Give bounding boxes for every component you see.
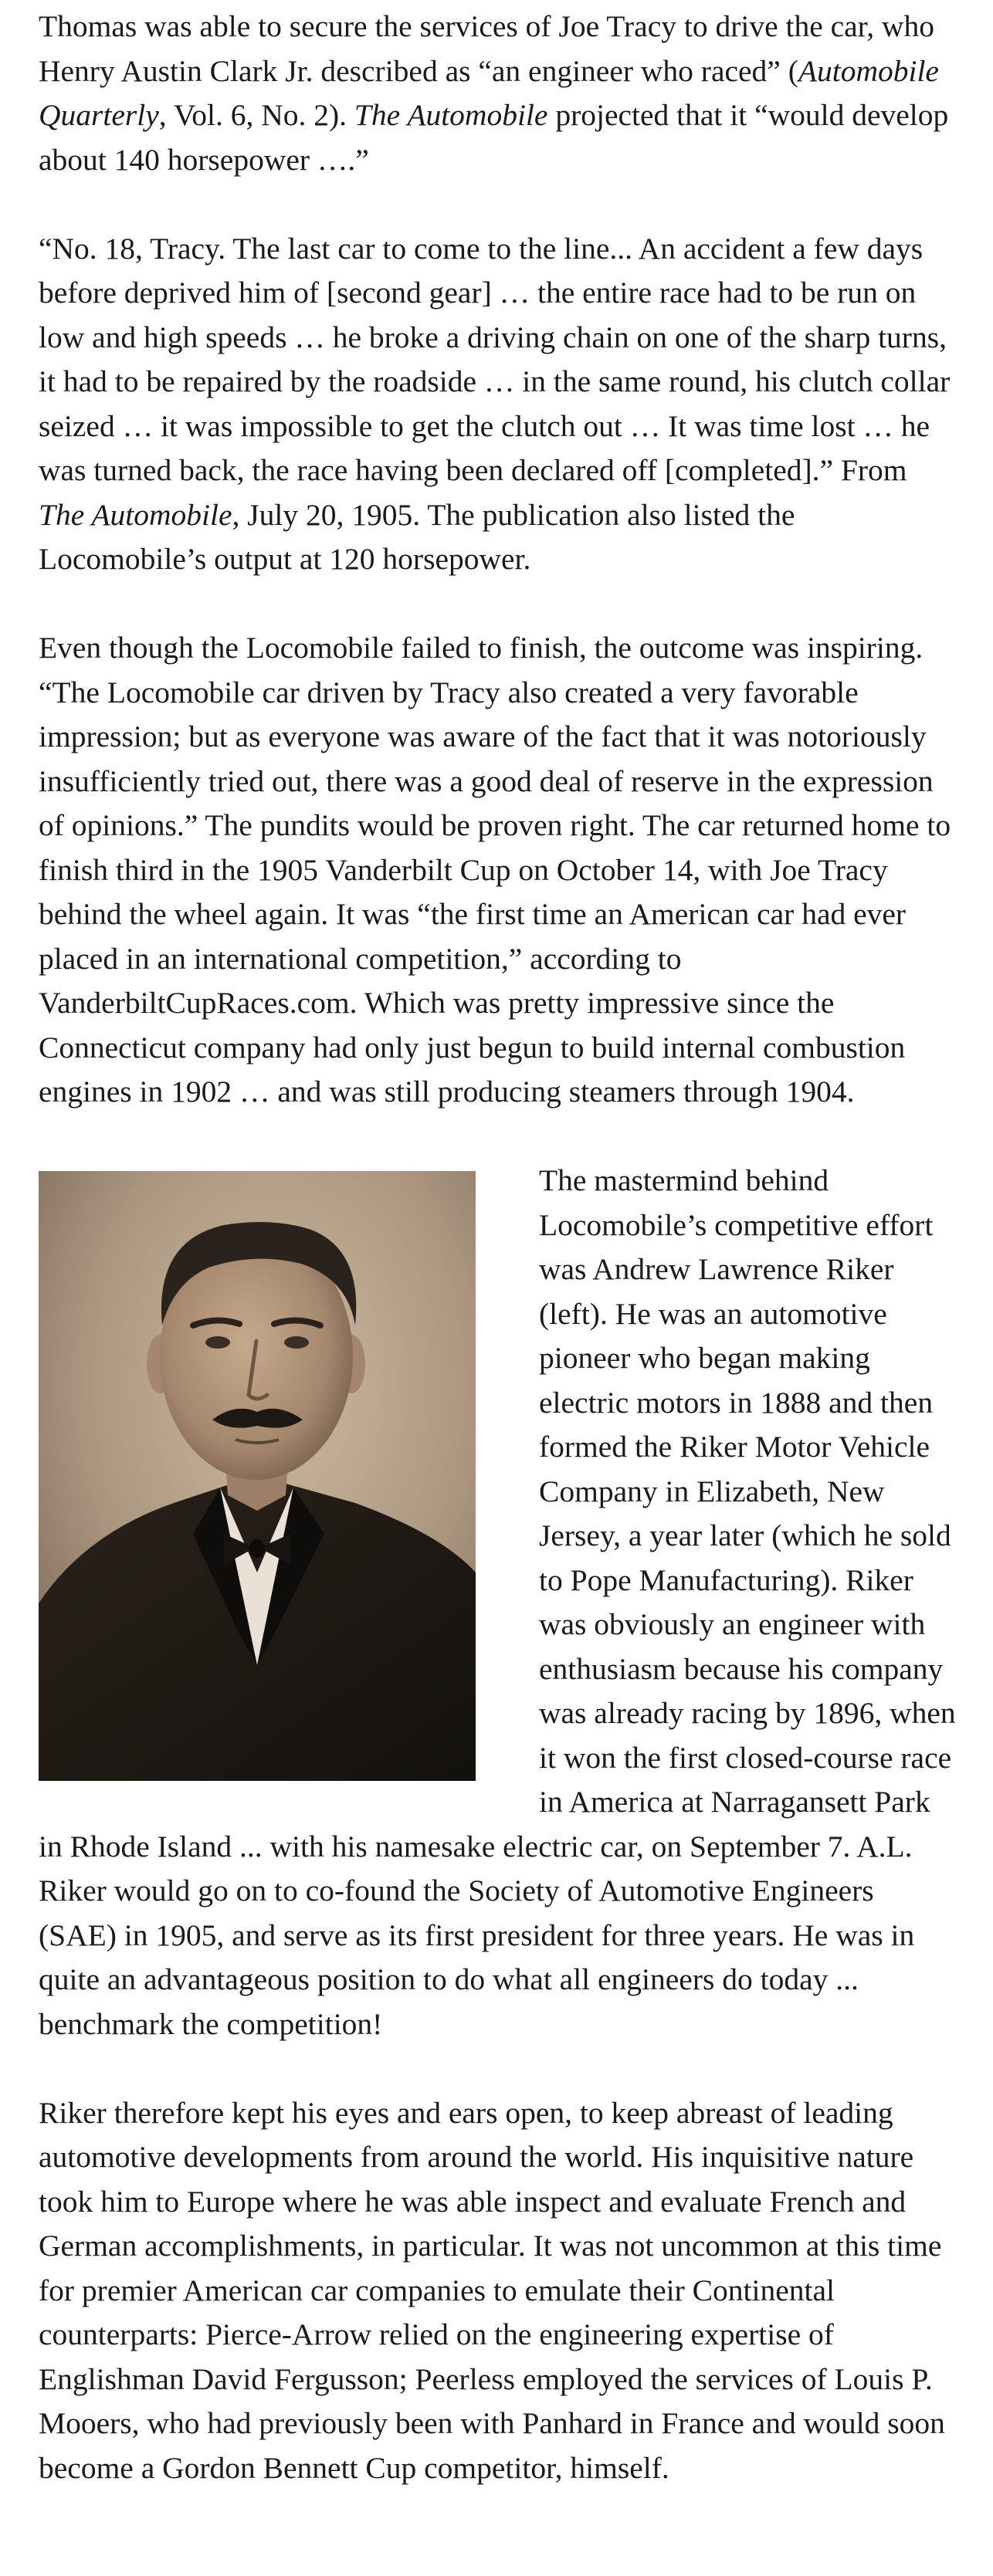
paragraph-text: , July 20, 1905. The publication also listed the Locomobile’s output at 120 horsepower. — [39, 497, 795, 576]
italic-title-text: The Automobile — [39, 497, 232, 532]
portrait-photo — [39, 1171, 476, 1781]
body-paragraph — [39, 227, 959, 582]
paragraph-text: “No. 18, Tracy. The last car to come to the line... An accident a few days before deprived him of [second gear] … the entire race had to be run on low and high speeds … he broke a driving chain on one of the sharp turns, it had to be repaired by the roadside … in the same round, his clutch collar seized … it was impossible to get the clutch out … It was time lost … he was turned back, the race having been declared off [completed].” From — [39, 231, 951, 487]
italic-title-text: Automobile Quarterly — [39, 53, 939, 132]
paragraph-text: Riker therefore kept his eyes and ears open, to keep abreast of leading automotive developments from around the world. His inquisitive nature took him to Europe where he was able inspect and evaluate French and German accomplishments, in particular. It was not uncommon at this time for premier American car companies to emulate their Continental counterparts: Pierce-Arrow relied on the engineering expertise of Englishman David Fergusson; Peerless employed the services of Louis P. Mooers, who had previously been with Panhard in France and would soon become a Gordon Bennett Cup competitor, himself. — [39, 2095, 945, 2485]
paragraph-text: projected that it “would develop about 140 horsepower ….” — [39, 98, 949, 177]
body-paragraph — [39, 5, 959, 182]
paragraph-text: , Vol. 6, No. 2). — [158, 98, 354, 132]
italic-title-text: The Automobile — [354, 98, 548, 132]
body-paragraph — [39, 626, 959, 1115]
portrait-photo-icon — [39, 1171, 476, 1781]
paragraph-text: Even though the Locomobile failed to finish, the outcome was inspiring. “The Locomobile car driven by Tracy also created a very favorable impression; but as everyone was aware of the fact that it was notoriously insufficiently tried out, there was a good deal of reserve in the expression of opinions.” The pundits would be proven right. The car returned home to finish third in the 1905 Vanderbilt Cup on October 14, with Joe Tracy behind the wheel again. It was “the first time an American car had ever placed in an international competition,” according to VanderbiltCupRaces.com. Which was pretty impressive since the Connecticut company had only just begun to build internal combustion engines in 1902 … and was still producing steamers through 1904. — [39, 631, 951, 1109]
paragraph-text: The mastermind behind Locomobile’s competitive effort was Andrew Lawrence Riker (left). He was an automotive pioneer who began making electric motors in 1888 and then formed the Riker Motor Vehicle Company in Elizabeth, New Jersey, a year later (which he sold to Pope Manufacturing). Riker was obviously an engineer with enthusiasm because his company was already racing by 1896, when it won the first closed-course race in America at Narragansett Park in Rhode Island ... with his namesake electric car, on September 7. A.L. Riker would go on to co-found the Society of Automotive Engineers (SAE) in 1905, and serve as its first president for three years. He was in quite an advantageous position to do what all engineers do today ... benchmark the competition! — [39, 1163, 956, 2041]
body-paragraph — [39, 1159, 959, 2046]
body-paragraph — [39, 2091, 959, 2491]
document-page — [39, 5, 959, 2490]
paragraph-text: Thomas was able to secure the services of Joe Tracy to drive the car, who Henry Austin Clark Jr. described as “an engineer who raced” ( — [39, 9, 935, 88]
